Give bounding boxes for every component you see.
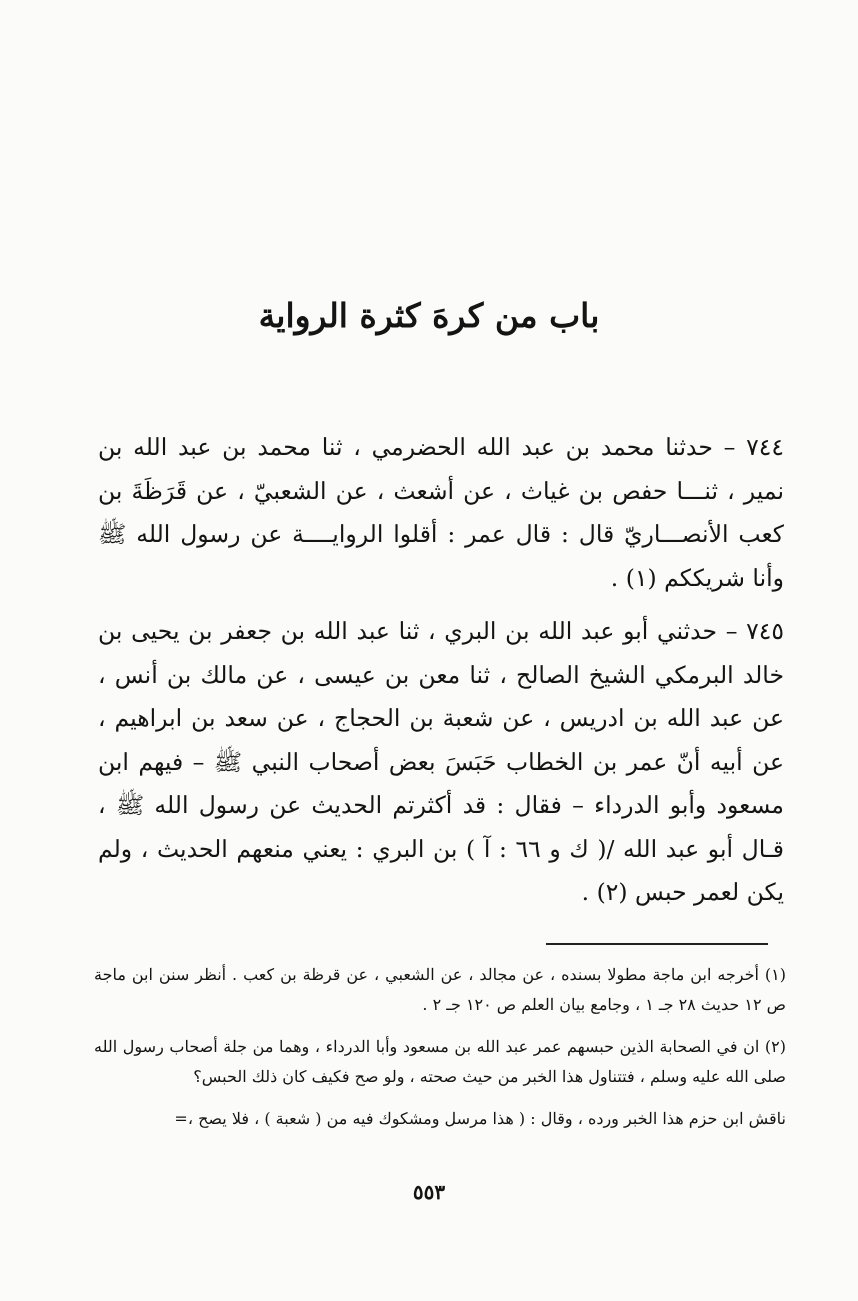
hadith-744-paragraph: ٧٤٤ – حدثنا محمد بن عبد الله الحضرمي ، ثنا محمد بن عبد الله بن نمير ، ثنـــا حفص بن غياث ، عن أشعث ، عن الشعبيّ ، عن قَرَظَةَ بن كعب الأنصـــاريّ قال : قال عمر : أقلوا الروايــــة عن رسول الله ﷺ وأنا شريككم (١) . [98, 433, 784, 592]
footnote-continuation: ناقش ابن حزم هذا الخبر ورده ، وقال : ( هذا مرسل ومشكوك فيه من ( شعبة ) ، فلا يصح ،= [174, 1109, 786, 1128]
hadith-745-paragraph: ٧٤٥ – حدثني أبو عبد الله بن البري ، ثنا عبد الله بن جعفر بن يحيى بن خالد البرمكي الشيخ الصالح ، ثنا معن بن عيسى ، عن مالك بن أنس ، عن عبد الله بن ادريس ، عن شعبة بن الحجاج ، عن سعد بن ابراهيم ، عن أبيه أنّ عمر بن الخطاب حَبَسَ بعض أصحاب النبي ﷺ – فيهم ابن مسعود وأبو الدرداء – فقال : قد أكثرتم الحديث عن رسول الله ﷺ ، قـال أبو عبد الله /( ك و ٦٦ : آ ) بن البري : يعني منعهم الحديث ، ولم يكن لعمر حبس (٢) . [98, 617, 784, 906]
footnotes [94, 960, 786, 1134]
chapter-title: باب من كرهَ كثرة الرواية [258, 296, 600, 335]
page-number: ٥٥٣ [412, 1180, 446, 1204]
main-text [98, 426, 784, 915]
footnote-separator [546, 943, 768, 945]
footnote-2: (٢) ان في الصحابة الذين حبسهم عمر عبد الله بن مسعود وأبا الدرداء ، وهما من جلة أصحاب رسول الله صلى الله عليه وسلم ، فتتناول هذا الخبر من حيث صحته ، ولو صح فكيف كان ذلك الحبس؟ [94, 1037, 786, 1086]
footnote-1: (١) أخرجه ابن ماجة مطولا بسنده ، عن مجالد ، عن الشعبي ، عن قرظة بن كعب . أنظر سنن ابن ماجة ص ١٢ حديث ٢٨ جـ ١ ، وجامع بيان العلم ص ١٢٠ جـ ٢ . [94, 965, 786, 1014]
